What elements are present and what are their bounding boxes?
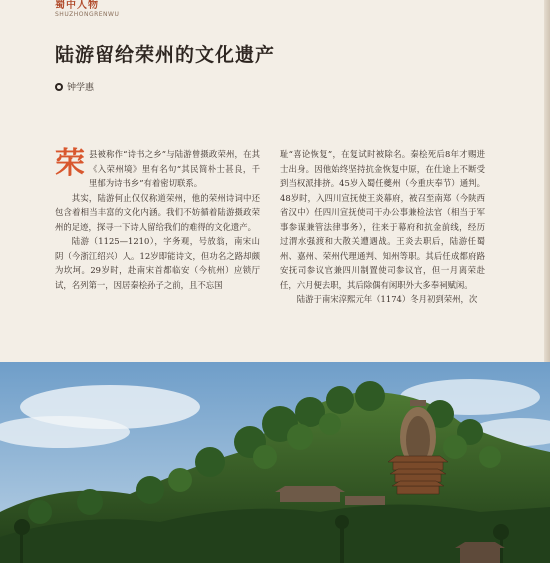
article-column-right <box>280 147 485 307</box>
section-tag <box>55 0 119 18</box>
drop-cap: 荣 <box>55 146 85 181</box>
paragraph: 其实，陆游何止仅仅称道荣州，他的荣州诗词中还包含着相当丰富的文化内涵。我们不妨循着陆游摄政荣州的足迹，探寻一下诗人留给我们的难得的文化遗产。 <box>55 192 260 232</box>
landscape-photo <box>0 362 550 563</box>
article-title: 陆游留给荣州的文化遗产 <box>55 44 276 66</box>
section-name: 蜀中人物 <box>55 0 99 11</box>
author-name: 钟学惠 <box>67 83 95 93</box>
author-line <box>55 80 94 93</box>
paragraph-text: 县被称作“诗书之乡”与陆游曾摄政荣州，在其《入荣州境》里有名句“其民简朴士甚良，千里郁为诗书乡”有着密切联系。 <box>89 149 260 188</box>
article-column-left <box>55 147 260 292</box>
paragraph: 耻“喜论恢复”，在复试时被除名。秦桧死后8年才赐进士出身。因他始终坚持抗金恢复中原，在仕途上不断受到当权派排挤。45岁入蜀任夔州（今重庆奉节）通判。48岁时，入四川宣抚使王炎幕府，被召至南郑（今陕西省汉中）任四川宣抚使司干办公事兼检法官（相当于军事参谋兼管法律事务），往来于幕府和抗金前线，经历过渭水强渡和大散关遭遇战。王炎去职后，陆游任蜀州、嘉州、荣州代理通判、知州等职。其后任成都府路安抚司参议官兼四川制置使司参议官，但一月离荣赴任，六月便去职，其后除偶有闲职外大多奉祠赋闲。 <box>280 149 485 290</box>
paragraph <box>55 147 260 191</box>
mountain-temple-illustration <box>0 362 550 563</box>
paragraph: 陆游（1125—1210），字务观，号放翁，南宋山阴（今浙江绍兴）人。12岁即能诗文，但功名之路却颇为坎坷。29岁时，赴南宋首都临安（今杭州）应锁厅试，名列第一，因居秦桧孙子之前，且不忘国 <box>55 236 260 290</box>
section-name-pinyin: SHUZHONGRENWU <box>55 11 120 18</box>
bullet-icon <box>55 83 63 91</box>
paragraph: 陆游于南宋淳熙元年（1174）冬月初到荣州，次 <box>296 294 478 304</box>
